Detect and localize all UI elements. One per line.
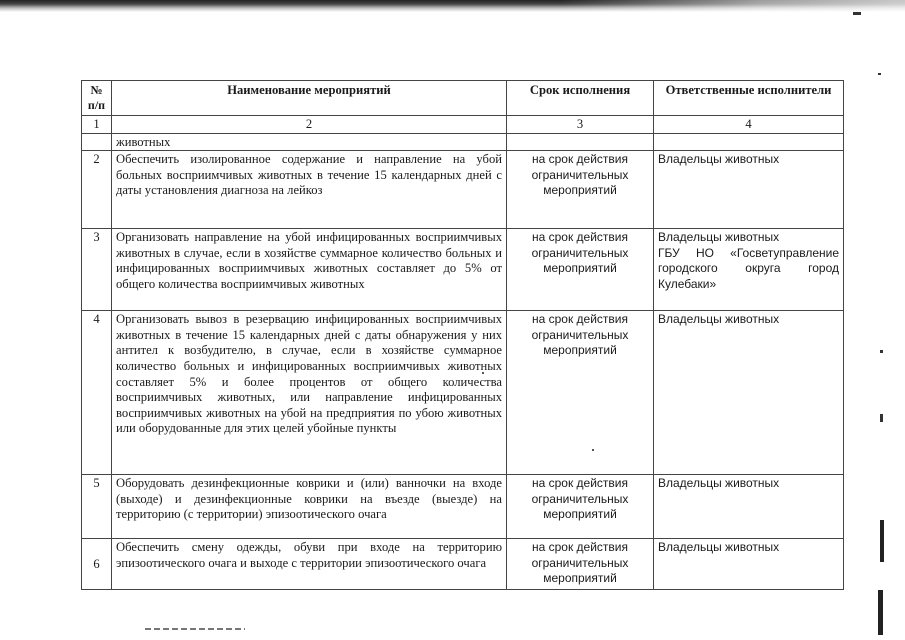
column-index-cell: 1: [82, 116, 112, 134]
row-num: 2: [82, 151, 112, 229]
row-num: 5: [82, 475, 112, 539]
row-responsible: [654, 475, 844, 539]
scan-speck: [880, 414, 883, 422]
header-responsible: [654, 81, 844, 116]
header-name: [112, 81, 507, 116]
header-term-label: Срок исполнения: [529, 83, 631, 97]
scan-bottom-mark: [145, 628, 245, 630]
continuation-row: [82, 133, 844, 151]
header-num-label: № п/п: [87, 83, 106, 112]
row-num: 4: [82, 311, 112, 475]
row-description: Обеспечить изолированное содержание и направление на убой больных восприимчивых животных в течение 15 календарных дней с даты установления диагноза на лейкоз: [112, 151, 507, 229]
column-index-cell: 4: [654, 116, 844, 134]
table-row: [82, 475, 844, 539]
row-responsible: [654, 311, 844, 475]
responsible-line: Владельцы животных: [658, 540, 780, 555]
row-term: на срок действия ограничительных мероприятий: [507, 151, 654, 229]
column-index-row: [82, 116, 844, 134]
row-num: 6: [82, 539, 112, 590]
continuation-text: животных: [112, 133, 507, 151]
continuation-num: [82, 133, 112, 151]
table-row: [82, 539, 844, 590]
row-description: Обеспечить смену одежды, обуви при входе на территорию эпизоотического очага и выходе с территории эпизоотического очага: [112, 539, 507, 590]
row-description: Организовать направление на убой инфицированных восприимчивых животных в случае, если в хозяйстве суммарное количество больных и инфицированных восприимчивых животных составляет до 5% от общего количества восприимчивых животных: [112, 229, 507, 311]
header-responsible-label: Ответственные исполнители: [665, 83, 832, 97]
responsible-line: Владельцы животных: [658, 230, 780, 245]
responsible-line: Владельцы животных: [658, 476, 780, 491]
table-row: [82, 229, 844, 311]
row-term: на срок действия ограничительных мероприятий: [507, 229, 654, 311]
row-num: 3: [82, 229, 112, 311]
column-index-cell: 2: [112, 116, 507, 134]
table-header-row: [82, 81, 844, 116]
responsible-line: Владельцы животных: [658, 312, 780, 327]
column-index-cell: 3: [507, 116, 654, 134]
scan-speck: [853, 12, 861, 15]
row-term: на срок действия ограничительных мероприятий: [507, 311, 654, 475]
row-responsible: [654, 151, 844, 229]
header-term: [507, 81, 654, 116]
row-responsible: [654, 539, 844, 590]
scan-edge-mark: [880, 520, 884, 562]
row-responsible: [654, 229, 844, 311]
table-row: [82, 151, 844, 229]
responsible-line: Владельцы животных: [658, 152, 780, 167]
responsible-line: ГБУ НО «Госветуправление городского округа город Кулебаки»: [658, 245, 839, 291]
row-description: Организовать вывоз в резервацию инфицированных восприимчивых животных в течение 15 календарных дней с даты обнаружения у них антител к возбудителю, в случае, если в хозяйстве суммарное количество больных и инфицированных восприимчивых животных составляет 5% и более процентов от общего количества восприимчивых животных, или направление инфицированных восприимчивых животных на убой на предприятия по убою животных или оборудованные для этих целей убойные пункты: [112, 311, 507, 475]
continuation-term: [507, 133, 654, 151]
scan-speck: [878, 73, 881, 75]
header-name-label: Наименование мероприятий: [227, 83, 391, 97]
row-term: на срок действия ограничительных мероприятий: [507, 539, 654, 590]
row-term: на срок действия ограничительных мероприятий: [507, 475, 654, 539]
scan-speck: [880, 350, 883, 353]
row-description: Оборудовать дезинфекционные коврики и (или) ванночки на входе (выходе) и дезинфекционные коврики на въезде (выезде) на территорию (с территории) эпизоотического очага: [112, 475, 507, 539]
measures-table: [81, 80, 844, 590]
scan-edge-mark: [878, 590, 883, 635]
table-row: [82, 311, 844, 475]
continuation-responsible: [654, 133, 844, 151]
header-num: [82, 81, 112, 116]
